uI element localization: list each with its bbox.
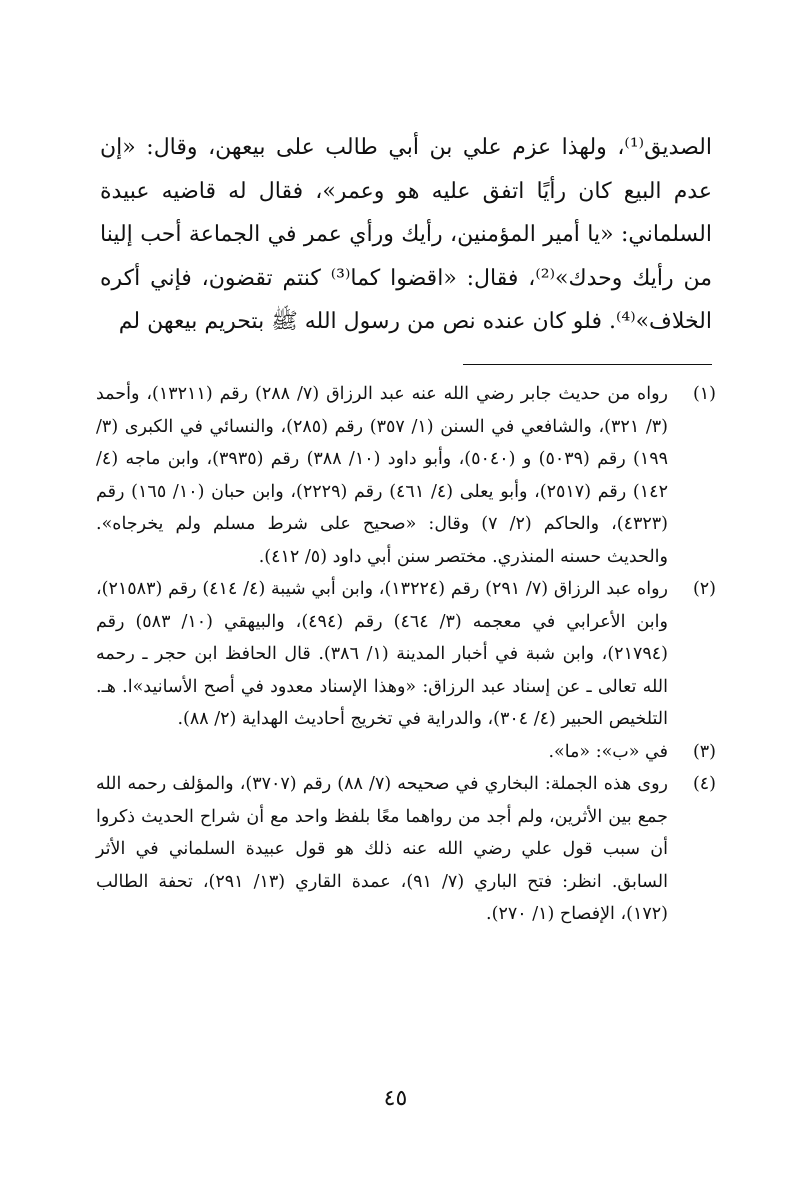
footnote-number: (٤) — [692, 774, 716, 794]
footnote-1 — [96, 378, 716, 573]
footnote-2 — [96, 573, 716, 736]
footnote-divider — [463, 364, 712, 365]
footnote-4 — [96, 768, 716, 931]
footnote-3 — [96, 736, 716, 769]
footnote-number: (٣) — [692, 741, 716, 762]
main-paragraph: الصديق⁽¹⁾، ولهذا عزم علي بن أبي طالب على بيعهن، وقال: «إن عدم البيع كان رأيًا اتفق عليه هو وعمر»، فقال له قاضيه عبيدة السلماني: «يا أمير المؤمنين، رأيك ورأي عمر في الجماعة أحب إلينا من رأيك وحدك»⁽²⁾، فقال: «اقضوا كما⁽³⁾ كنتم تقضون، فإني أكره الخلاف»⁽⁴⁾. فلو كان عنده نص من رسول الله ﷺ بتحريم بيعهن لم — [100, 135, 713, 334]
footnote-number: (٢) — [692, 579, 716, 599]
footnote-text: رواه من حديث جابر رضي الله عنه عبد الرزاق (٧/ ٢٨٨) رقم (١٣٢١١)، وأحمد (٣/ ٣٢١)، والشافعي في السنن (١/ ٣٥٧) رقم (٢٨٥)، والنسائي في الكبرى (٣/ ١٩٩) رقم (٥٠٣٩) و (٥٠٤٠)، وأبو داود (١٠/ ٣٨٨) رقم (٣٩٣٥)، وابن ماجه (٤/ ١٤٢) رقم (٢٥١٧)، وأبو يعلى (٤/ ٤٦١) رقم (٢٢٢٩)، وابن حبان (١٠/ ١٦٥) رقم (٤٣٢٣)، والحاكم (٢/ ٧) وقال: «صحيح على شرط مسلم ولم يخرجاه». والحديث حسنه المنذري. مختصر سنن أبي داود (٥/ ٤١٢). — [96, 384, 669, 567]
footnotes-list — [96, 378, 716, 931]
footnote-text: رواه عبد الرزاق (٧/ ٢٩١) رقم (١٣٢٢٤)، وابن أبي شيبة (٤/ ٤١٤) رقم (٢١٥٨٣)، وابن الأعرابي في معجمه (٣/ ٤٦٤) رقم (٤٩٤)، والبيهقي (١٠/ ٥٨٣) رقم (٢١٧٩٤)، وابن شبة في أخبار المدينة (١/ ٣٨٦). قال الحافظ ابن حجر ـ رحمه الله تعالى ـ عن إسناد عبد الرزاق: «وهذا الإسناد معدود في أصح الأسانيد»ا. هـ. التلخيص الحبير (٤/ ٣٠٤)، والدراية في تخريج أحاديث الهداية (٢/ ٨٨). — [96, 579, 668, 729]
footnote-text: روى هذه الجملة: البخاري في صحيحه (٧/ ٨٨) رقم (٣٧٠٧)، والمؤلف رحمه الله جمع بين الأثرين، ولم أجد من رواهما معًا بلفظ واحد مع أن شراح الحديث ذكروا أن سبب قول علي رضي الله عنه ذلك هو قول عبيدة السلماني في الأثر السابق. انظر: فتح الباري (٧/ ٩١)، عمدة القاري (١٣/ ٢٩١)، تحفة الطالب (١٧٢)، الإفصاح (١/ ٢٧٠). — [96, 774, 668, 924]
footnote-number: (١) — [692, 384, 716, 404]
page-number: ٤٥ — [383, 1086, 408, 1111]
footnote-text: في «ب»: «ما». — [548, 741, 668, 762]
